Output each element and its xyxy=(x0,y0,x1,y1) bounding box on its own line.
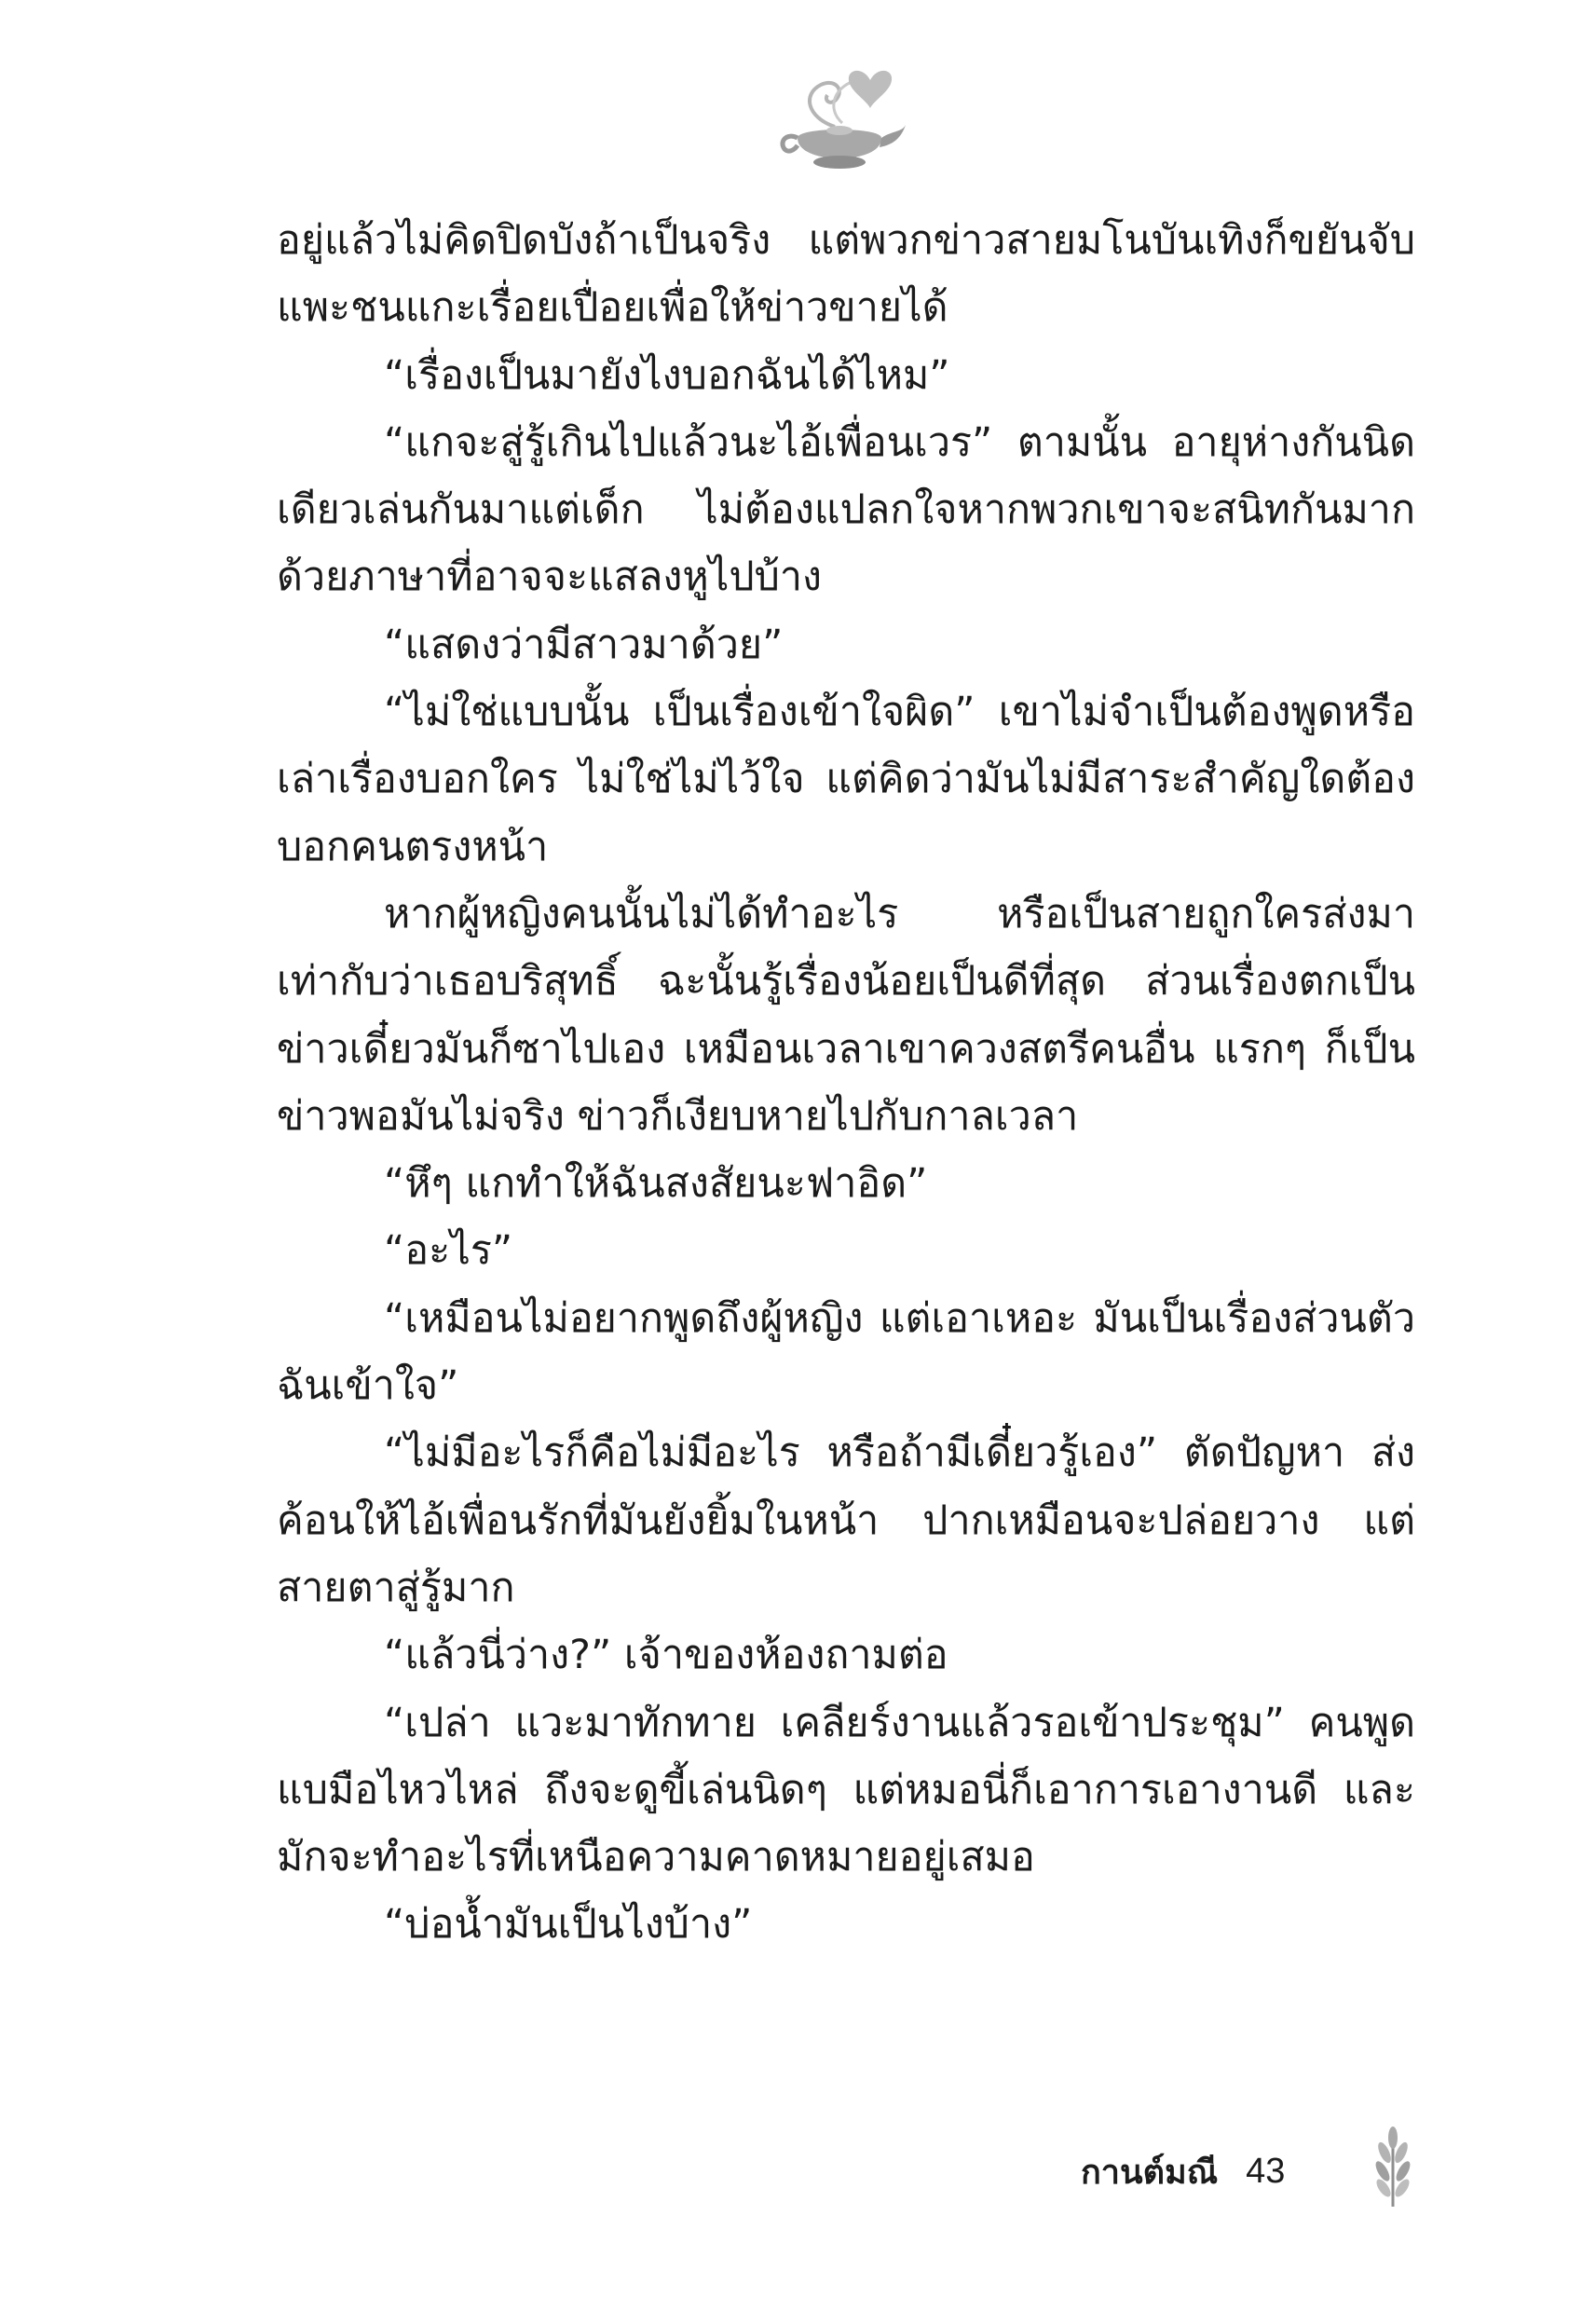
paragraph: “หึๆ แกทำให้ฉันสงสัยนะฟาอิด” xyxy=(384,1160,928,1208)
page-footer xyxy=(1081,2143,1285,2199)
paragraph: “เหมือนไม่อยากพูดถึงผู้หญิง แต่เอาเหอะ มันเป็นเรื่องส่วนตัวฉันเข้าใจ” xyxy=(277,1294,1415,1410)
paragraph: “ไม่ใช่แบบนั้น เป็นเรื่องเข้าใจผิด” เขาไม่จำเป็นต้องพูดหรือเล่าเรื่องบอกใคร ไม่ใช่ไม่ไว้ใจ แต่คิดว่ามันไม่มีสาระสำคัญใดต้องบอกคนตรงหน้า xyxy=(277,689,1415,870)
wheat-icon xyxy=(1370,2125,1416,2208)
paragraph: “อะไร” xyxy=(384,1227,513,1275)
paragraph: “ไม่มีอะไรก็คือไม่มีอะไร หรือถ้ามีเดี๋ยวรู้เอง” ตัดปัญหา ส่งค้อนให้ไอ้เพื่อนรักที่มันยังยิ้มในหน้า ปากเหมือนจะปล่อยวาง แต่สายตาสู่รู้มาก xyxy=(277,1429,1415,1611)
paragraph: “แกจะสู่รู้เกินไปแล้วนะไอ้เพื่อนเวร” ตามนั้น อายุห่างกันนิดเดียวเล่นกันมาแต่เด็ก ไม่ต้องแปลกใจหากพวกเขาจะสนิทกันมากด้วยภาษาที่อาจจะแสลงหูไปบ้าง xyxy=(277,418,1415,601)
paragraph: “แสดงว่ามีสาวมาด้วย” xyxy=(384,621,784,668)
paragraph: อยู่แล้วไม่คิดปิดบังถ้าเป็นจริง แต่พวกข่าวสายมโนบันเทิงก็ขยันจับแพะชนแกะเรื่อยเปื่อยเพื่อให้ข่าวขายได้ xyxy=(277,217,1415,332)
paragraph: “เปล่า แวะมาทักทาย เคลียร์งานแล้วรอเข้าประชุม” คนพูดแบมือไหวไหล่ ถึงจะดูขี้เล่นนิดๆ แต่หมอนี่ก็เอาการเอางานดี และมักจะทำอะไรที่เหนือความคาดหมายอยู่เสมอ xyxy=(277,1699,1415,1881)
paragraph: “บ่อน้ำมันเป็นไงบ้าง” xyxy=(384,1901,753,1949)
paragraph: “เรื่องเป็นมายังไงบอกฉันได้ไหม” xyxy=(384,351,950,399)
paragraph: หากผู้หญิงคนนั้นไม่ได้ทำอะไร หรือเป็นสายถูกใครส่งมาเท่ากับว่าเธอบริสุทธิ์ ฉะนั้นรู้เรื่องน้อยเป็นดีที่สุด ส่วนเรื่องตกเป็นข่าวเดี๋ยวมันก็ซาไปเอง เหมือนเวลาเขาควงสตรีคนอื่น แรกๆ ก็เป็นข่าวพอมันไม่จริง ข่าวก็เงียบหายไปกับกาลเวลา xyxy=(277,890,1415,1140)
paragraph: “แล้วนี่ว่าง?” เจ้าของห้องถามต่อ xyxy=(384,1632,948,1679)
body-text xyxy=(277,207,1415,1959)
genie-lamp-icon xyxy=(770,52,909,173)
page-number: 43 xyxy=(1246,2151,1286,2191)
book-title: กานต์มณี xyxy=(1081,2153,1219,2192)
